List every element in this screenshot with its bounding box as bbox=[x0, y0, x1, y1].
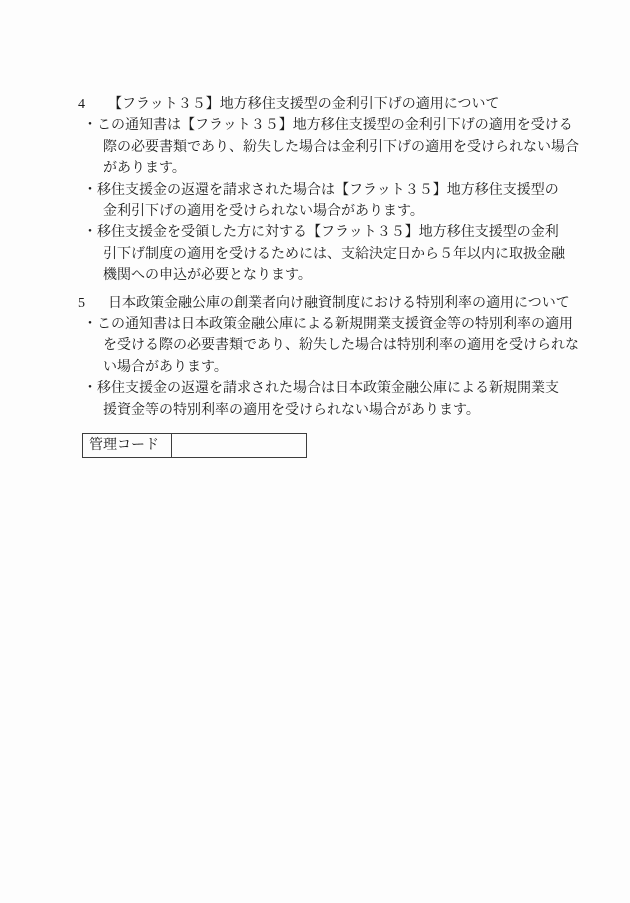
text-line: があります。 bbox=[103, 161, 186, 177]
section-5-bullet-1 bbox=[0, 314, 630, 378]
text-line: 機関への申込が必要となります。 bbox=[103, 268, 312, 284]
section-5-heading bbox=[78, 293, 630, 314]
document-content bbox=[0, 94, 630, 458]
section-4-number: 4 bbox=[78, 97, 85, 112]
section-4-heading bbox=[78, 94, 630, 115]
text-line: 際の必要書類であり、紛失した場合は金利引下げの適用を受けられない場合 bbox=[103, 139, 579, 155]
text-line: ・この通知書は日本政策金融公庫による新規開業支援資金等の特別利率の適用 bbox=[83, 317, 573, 333]
section-4-bullet-1 bbox=[0, 115, 630, 179]
management-code-value bbox=[172, 434, 306, 457]
text-line: ・この通知書は【フラット３５】地方移住支援型の金利引下げの適用を受ける bbox=[83, 118, 573, 134]
section-5 bbox=[0, 293, 630, 421]
text-line: ・移住支援金の返還を請求された場合は日本政策金融公庫による新規開業支 bbox=[83, 381, 559, 397]
section-5-title: 日本政策金融公庫の創業者向け融資制度における特別利率の適用について bbox=[108, 295, 570, 311]
management-code-table bbox=[82, 433, 307, 458]
text-line: い場合があります。 bbox=[103, 359, 228, 375]
section-4 bbox=[0, 94, 630, 287]
section-4-bullet-3 bbox=[0, 222, 630, 286]
text-line: 引下げ制度の適用を受けるためには、支給決定日から５年以内に取扱金融 bbox=[103, 246, 565, 262]
text-line: ・移住支援金の返還を請求された場合は【フラット３５】地方移住支援型の bbox=[83, 182, 559, 198]
section-4-title: 【フラット３５】地方移住支援型の金利引下げの適用について bbox=[108, 97, 500, 112]
section-4-bullet-2 bbox=[0, 180, 630, 223]
text-line: 援資金等の特別利率の適用を受けられない場合があります。 bbox=[103, 402, 480, 418]
text-line: 金利引下げの適用を受けられない場合があります。 bbox=[103, 204, 424, 220]
section-5-number: 5 bbox=[78, 295, 85, 311]
text-line: を受ける際の必要書類であり、紛失した場合は特別利率の適用を受けられな bbox=[103, 338, 579, 354]
management-code-label: 管理コード bbox=[83, 434, 172, 457]
text-line: ・移住支援金を受領した方に対する【フラット３５】地方移住支援型の金利 bbox=[83, 225, 559, 241]
section-5-bullet-2 bbox=[0, 378, 630, 421]
